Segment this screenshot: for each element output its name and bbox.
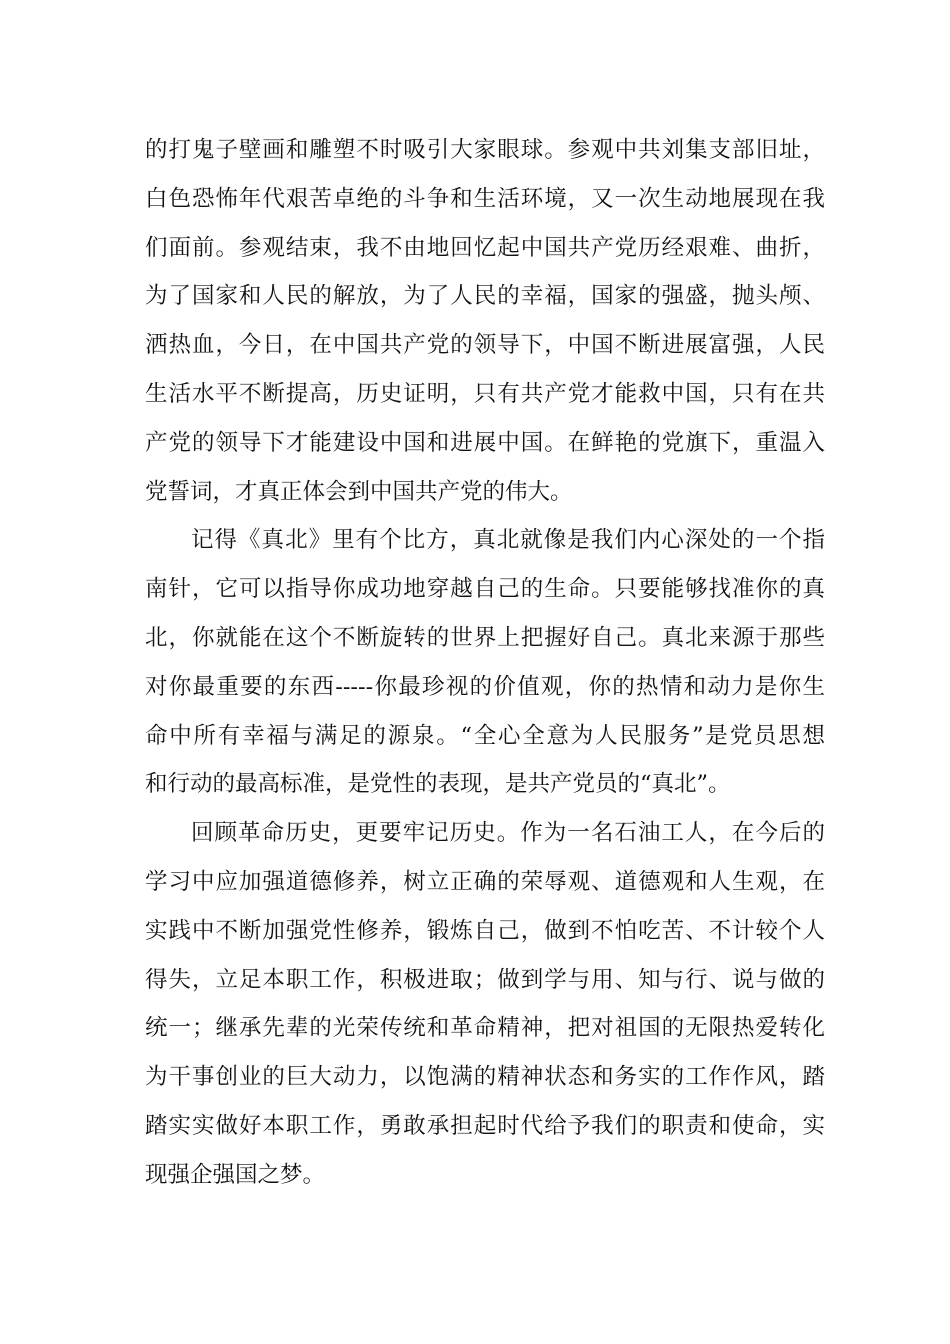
text-line: 实践中不断加强党性修养，锻炼自己，做到不怕吃苦、不计较个人 [145,917,825,944]
text-line: 回顾革命历史，更要牢记历史。作为一名石油工人，在今后的 [191,820,825,847]
paragraph-2 [145,516,825,809]
text-line: 学习中应加强道德修养，树立正确的荣辱观、道德观和人生观，在 [145,868,825,895]
text-line: 生活水平不断提高，历史证明，只有共产党才能救中国，只有在共 [145,380,825,407]
document-body [145,126,825,1200]
text-line: 得失，立足本职工作，积极进取；做到学与用、知与行、说与做的 [145,966,825,993]
text-line: 党誓词，才真正体会到中国共产党的伟大。 [145,478,573,505]
text-line: 产党的领导下才能建设中国和进展中国。在鲜艳的党旗下，重温入 [145,429,825,456]
text-line: 现强企强国之梦。 [145,1161,326,1188]
text-line: 白色恐怖年代艰苦卓绝的斗争和生活环境，又一次生动地展现在我 [145,185,825,212]
text-line: 统一；继承先辈的光荣传统和革命精神，把对祖国的无限热爱转化 [145,1015,825,1042]
text-line: 洒热血，今日，在中国共产党的领导下，中国不断进展富强，人民 [145,332,825,359]
paragraph-1 [145,126,825,516]
text-line: 对你最重要的东西-----你最珍视的价值观，你的热情和动力是你生 [145,673,825,700]
text-line: 为了国家和人民的解放，为了人民的幸福，国家的强盛，抛头颅、 [145,283,825,310]
text-line: 为干事创业的巨大动力，以饱满的精神状态和务实的工作作风，踏 [145,1064,825,1091]
text-line: 踏实实做好本职工作，勇敢承担起时代给予我们的职责和使命，实 [145,1112,825,1139]
text-line: 的打鬼子壁画和雕塑不时吸引大家眼球。参观中共刘集支部旧址， [145,137,825,163]
paragraph-3 [145,809,825,1199]
text-line: 命中所有幸福与满足的源泉。“全心全意为人民服务”是党员思想 [145,722,825,749]
text-line: 记得《真北》里有个比方，真北就像是我们内心深处的一个指 [191,527,825,554]
text-line: 和行动的最高标准，是党性的表现，是共产党员的“真北”。 [145,771,731,798]
text-line: 南针，它可以指导你成功地穿越自己的生命。只要能够找准你的真 [145,576,825,603]
text-line: 北，你就能在这个不断旋转的世界上把握好自己。真北来源于那些 [145,624,825,651]
text-line: 们面前。参观结束，我不由地回忆起中国共产党历经艰难、曲折， [145,234,825,261]
